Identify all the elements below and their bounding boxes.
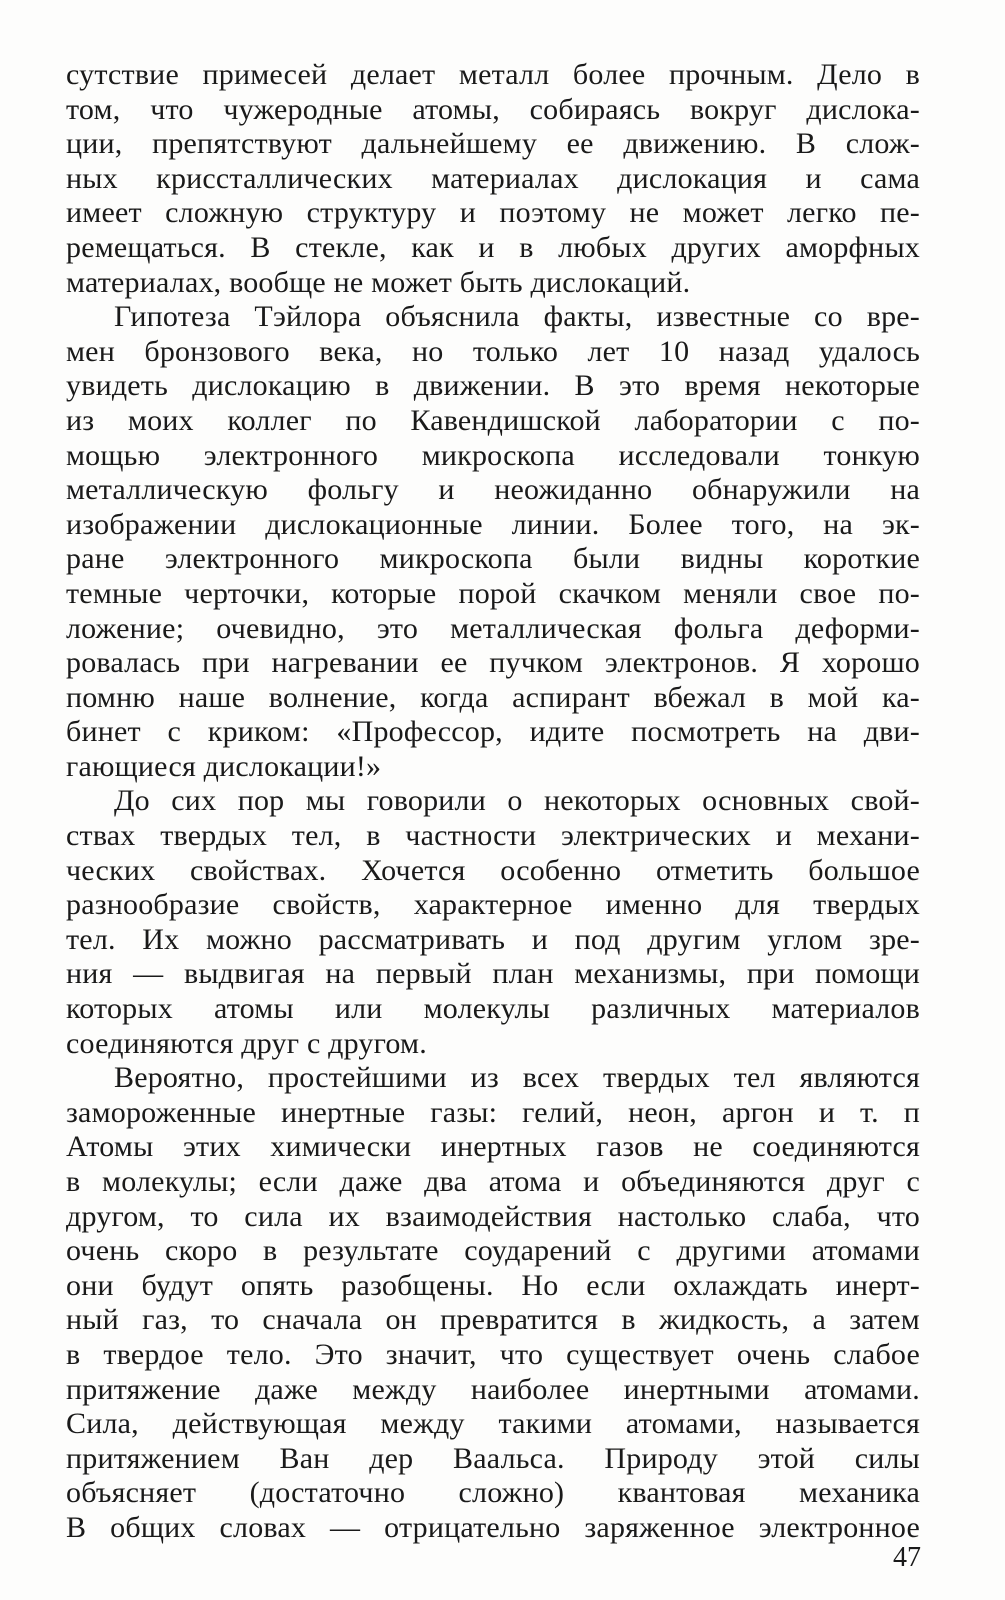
text-line: ствах твердых тел, в частности электрических и механи- [66,819,920,853]
text-line: ложение; очевидно, это металлическая фольга деформи- [66,611,920,645]
text-line: мен бронзового века, но только лет 10 назад удалось [66,334,920,368]
text-line: из моих коллег по Кавендишской лаборатории с по- [66,403,920,437]
text-line: ческих свойствах. Хочется особенно отметить большое [66,853,920,887]
text-line: В общих словах — отрицательно заряженное электронное [66,1510,920,1544]
text-line: том, что чужеродные атомы, собираясь вокруг дислока- [66,92,920,126]
text-line: объясняет (достаточно сложно) квантовая механика [66,1476,920,1510]
text-line: притяжение даже между наиболее инертными атомами. [66,1372,920,1406]
text-line: разнообразие свойств, характерное именно для твердых [66,888,920,922]
text-line: ремещаться. В стекле, как и в любых других аморфных [66,230,920,264]
text-line: изображении дислокационные линии. Более того, на эк- [66,507,920,541]
body-text [66,58,920,1546]
text-line: ния — выдвигая на первый план механизмы, при помощи [66,957,920,991]
text-line: очень скоро в результате соударений с другими атомами [66,1234,920,1268]
text-line: ровалась при нагревании ее пучком электронов. Я хорошо [66,646,920,680]
text-line: Гипотеза Тэйлора объяснила факты, известные со вре- [114,300,920,334]
text-line: которых атомы или молекулы различных материалов [66,992,920,1026]
text-line: соединяются друг с другом. [66,1026,427,1060]
text-line: ный газ, то сначала он превратится в жидкость, а затем [66,1303,920,1337]
text-line: ране электронного микроскопа были видны короткие [66,542,920,576]
text-line: мощью электронного микроскопа исследовали тонкую [66,438,920,472]
text-line: в молекулы; если даже два атома и объединяются друг с [66,1165,920,1198]
text-line: сутствие примесей делает металл более прочным. Дело в [66,58,920,91]
page-number: 47 [893,1542,921,1573]
text-line: тел. Их можно рассматривать и под другим углом зре- [66,922,920,956]
text-line: другом, то сила их взаимодействия настолько слаба, что [66,1199,920,1233]
text-line: увидеть дислокацию в движении. В это время некоторые [66,369,920,403]
text-line: материалах, вообще не может быть дислокаций. [66,265,691,299]
text-line: в твердое тело. Это значит, что существует очень слабое [66,1337,920,1371]
text-line: ных криссталлических материалах дислокация и сама [66,161,920,195]
text-line: металлическую фольгу и неожиданно обнаружили на [66,473,920,507]
text-line: До сих пор мы говорили о некоторых основных свой- [114,784,920,818]
text-line: ции, препятствуют дальнейшему ее движению. В слож- [66,127,920,161]
text-line: Атомы этих химически инертных газов не соединяются [66,1130,920,1164]
text-line: бинет с криком: «Профессор, идите посмотреть на дви- [66,715,920,749]
text-line: они будут опять разобщены. Но если охлаждать инерт- [66,1268,920,1302]
text-line: притяжением Ван дер Ваальса. Природу этой силы [66,1441,920,1475]
text-line: Вероятно, простейшими из всех твердых тел являются [114,1061,920,1095]
text-line: помню наше волнение, когда аспирант вбежал в мой ка- [66,680,920,714]
text-line: гающиеся дислокации!» [66,749,382,783]
text-line: темные черточки, которые порой скачком меняли свое по- [66,576,920,610]
text-line: имеет сложную структуру и поэтому не может легко пе- [66,196,920,230]
text-line: Сила, действующая между такими атомами, называется [66,1407,920,1441]
text-line: замороженные инертные газы: гелий, неон, аргон и т. п [66,1095,920,1129]
